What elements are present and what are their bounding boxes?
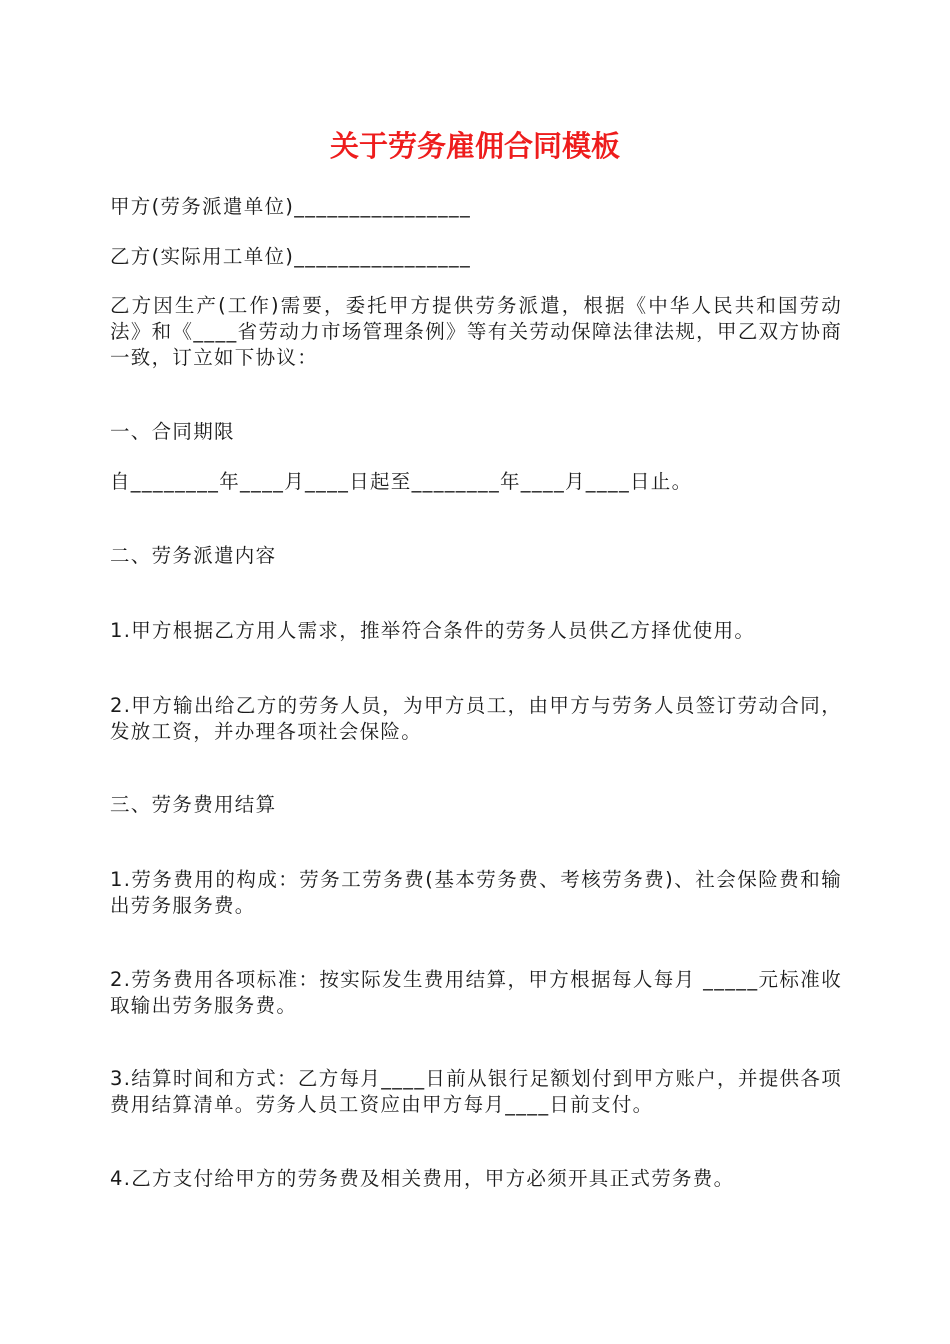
section-3-item-3: 3.结算时间和方式：乙方每月____日前从银行足额划付到甲方账户，并提供各项费用结算清单。劳务人员工资应由甲方每月____日前支付。 <box>110 1067 842 1116</box>
document-title: 关于劳务雇佣合同模板 <box>329 129 620 163</box>
section-3-item-2: 2.劳务费用各项标准：按实际发生费用结算，甲方根据每人每月 _____元标准收取输出劳务服务费。 <box>110 968 842 1017</box>
preamble-paragraph: 乙方因生产(工作)需要，委托甲方提供劳务派遣，根据《中华人民共和国劳动法》和《____省劳动力市场管理条例》等有关劳动保障法律法规，甲乙双方协商一致，订立如下协议： <box>110 294 842 369</box>
section-2-item-1: 1.甲方根据乙方用人需求，推举符合条件的劳务人员供乙方择优使用。 <box>110 619 756 642</box>
section-3-item-1: 1.劳务费用的构成：劳务工劳务费(基本劳务费、考核劳务费)、社会保险费和输出劳务服务费。 <box>110 868 842 917</box>
contract-term-line: 自________年____月____日起至________年____月____日止。 <box>110 470 693 493</box>
party-a-line: 甲方(劳务派遣单位)________________ <box>110 195 472 218</box>
section-1-heading: 一、合同期限 <box>110 420 235 443</box>
section-2-heading: 二、劳务派遣内容 <box>110 544 277 567</box>
section-2-item-2: 2.甲方输出给乙方的劳务人员，为甲方员工，由甲方与劳务人员签订劳动合同，发放工资，并办理各项社会保险。 <box>110 694 842 743</box>
section-3-item-4: 4.乙方支付给甲方的劳务费及相关费用，甲方必须开具正式劳务费。 <box>110 1167 735 1190</box>
party-b-line: 乙方(实际用工单位)________________ <box>110 245 472 268</box>
section-3-heading: 三、劳务费用结算 <box>110 793 277 816</box>
